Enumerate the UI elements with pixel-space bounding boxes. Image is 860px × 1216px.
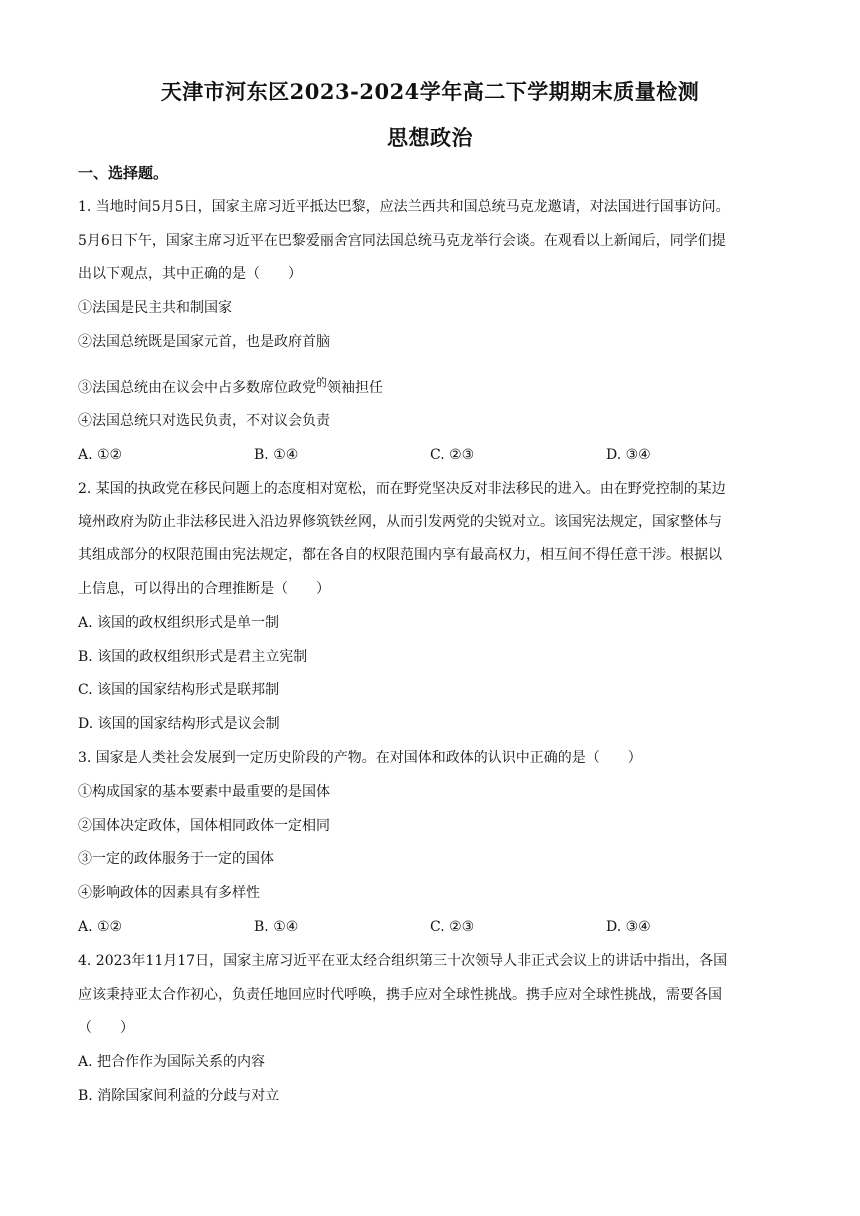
q4-stem-line-1: 4. 2023年11月17日，国家主席习近平在亚太经合组织第三十次领导人非正式会议上的讲话中指出，各国 [78, 953, 728, 969]
q1-statement-1: ①法国是民主共和制国家 [78, 300, 232, 316]
q1-option-b[interactable]: B. ①④ [254, 447, 299, 463]
q1-stem-line-1: 1. 当地时间5月5日，国家主席习近平抵达巴黎，应法兰西共和国总统马克龙邀请，对法国进行国事访问。 [78, 199, 730, 215]
q4-stem-line-3: （ ） [78, 1020, 134, 1036]
subject-title: 思想政治 [387, 125, 473, 150]
q4-option-a[interactable]: A. 把合作作为国际关系的内容 [78, 1054, 266, 1070]
q3-option-d[interactable]: D. ③④ [606, 919, 651, 935]
q3-statement-2: ②国体决定政体，国体相同政体一定相同 [78, 818, 330, 834]
q2-option-c[interactable]: C. 该国的国家结构形式是联邦制 [78, 682, 280, 698]
q1-option-d[interactable]: D. ③④ [606, 447, 651, 463]
q1-statement-3 [78, 373, 790, 398]
q3-statement-4: ④影响政体的因素具有多样性 [78, 885, 260, 901]
q3-option-a[interactable]: A. ①② [78, 919, 123, 935]
q4-option-b[interactable]: B. 消除国家间利益的分歧与对立 [78, 1088, 280, 1104]
q1-statement-3-sup: 的 [316, 376, 327, 389]
q3-stem-line-1: 3. 国家是人类社会发展到一定历史阶段的产物。在对国体和政体的认识中正确的是（ ） [78, 750, 642, 766]
q1-stem-line-2: 5月6日下午，国家主席习近平在巴黎爱丽舍宫同法国总统马克龙举行会谈。在观看以上新闻后，同学们提 [78, 233, 726, 249]
q4-stem-line-2: 应该秉持亚太合作初心，负责任地回应时代呼唤，携手应对全球性挑战。携手应对全球性挑战，需要各国 [78, 987, 722, 1003]
q1-options [78, 445, 790, 465]
q3-options [78, 917, 790, 937]
q1-statement-2: ②法国总统既是国家元首，也是政府首脑 [78, 334, 330, 350]
q2-stem-line-4: 上信息，可以得出的合理推断是（ ） [78, 581, 330, 597]
q2-stem-line-2: 境州政府为防止非法移民进入沿边界修筑铁丝网，从而引发两党的尖锐对立。该国宪法规定，国家整体与 [78, 514, 722, 530]
q1-statement-3-tail: 领袖担任 [327, 380, 383, 396]
q3-statement-1: ①构成国家的基本要素中最重要的是国体 [78, 784, 330, 800]
q1-option-c[interactable]: C. ②③ [430, 447, 475, 463]
q3-statement-3: ③一定的政体服务于一定的国体 [78, 851, 274, 867]
q3-option-c[interactable]: C. ②③ [430, 919, 475, 935]
q2-option-b[interactable]: B. 该国的政权组织形式是君主立宪制 [78, 649, 308, 665]
section-heading: 一、选择题。 [78, 164, 169, 182]
exam-title: 天津市河东区2023-2024学年高二下学期期末质量检测 [160, 79, 700, 104]
q2-option-a[interactable]: A. 该国的政权组织形式是单一制 [78, 615, 280, 631]
q2-option-d[interactable]: D. 该国的国家结构形式是议会制 [78, 716, 280, 732]
q2-stem-line-3: 其组成部分的权限范围由宪法规定，都在各自的权限范围内享有最高权力，相互间不得任意干涉。根据以 [78, 547, 722, 563]
q2-stem-line-1: 2. 某国的执政党在移民问题上的态度相对宽松，而在野党坚决反对非法移民的进入。由在野党控制的某边 [78, 481, 726, 497]
q1-stem-line-3: 出以下观点，其中正确的是（ ） [78, 266, 302, 282]
q1-option-a[interactable]: A. ①② [78, 447, 123, 463]
q1-statement-3-main: ③法国总统由在议会中占多数席位政党 [78, 380, 316, 396]
q1-statement-4: ④法国总统只对选民负责，不对议会负责 [78, 413, 330, 429]
q3-option-b[interactable]: B. ①④ [254, 919, 299, 935]
